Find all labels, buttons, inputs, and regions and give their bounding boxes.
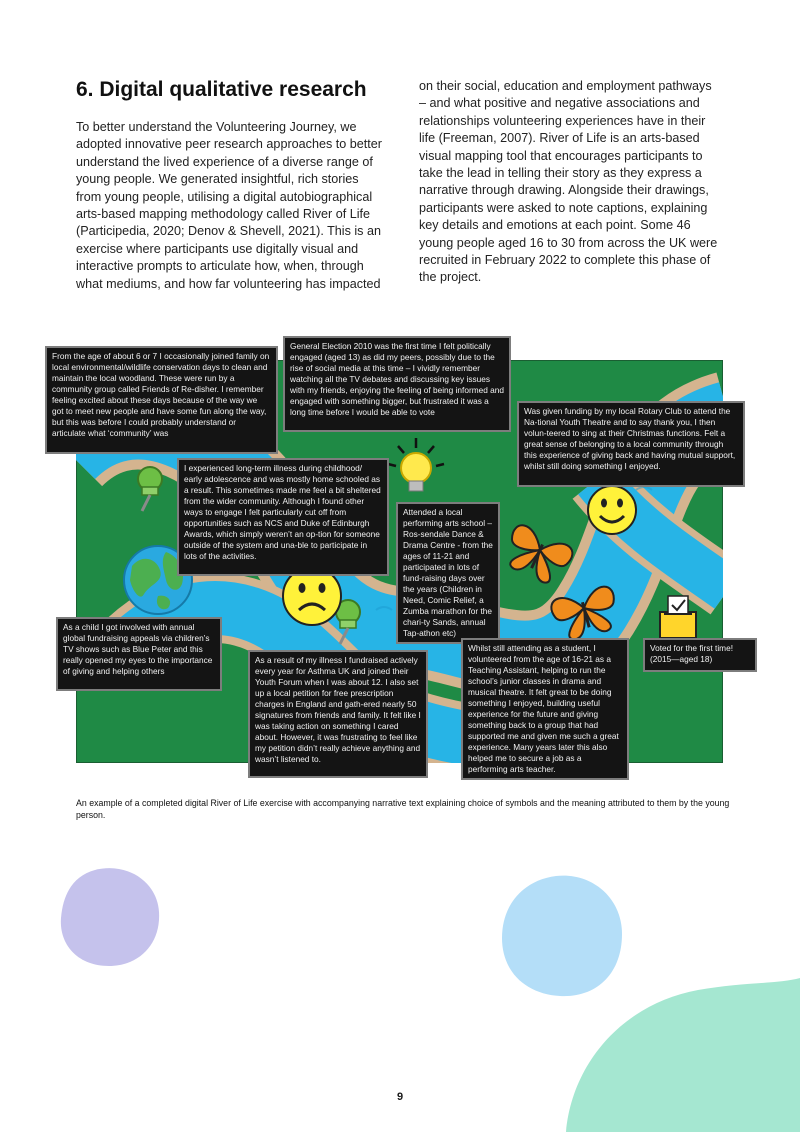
- caption-performing-arts-school: Attended a local performing arts school – Ros-sendale Dance & Drama Centre - from the ages of 11-21 and participated in lots of fund-raising days over the years (Children in Need, Comic Relief, a Zumba marathon for the chari-ty Sands, annual Tap-athon etc): [396, 502, 500, 644]
- caption-global-fundraising: As a child I got involved with annual global fundraising appeals via children’s TV shows such as Blue Peter and this really opened my eyes to the importance of giving and helping others: [56, 617, 222, 691]
- caption-rotary-club: Was given funding by my local Rotary Club to attend the Na-tional Youth Theatre and to say thank you, I then volun-teered to sing at their Christmas functions. Felt a great sense of belonging to a local community through this experience of giving back and having mutual support, whilst still doing something I enjoyed.: [517, 401, 745, 487]
- caption-asthma-uk: As a result of my illness I fundraised actively every year for Asthma UK and joined their Youth Forum when I was about 12. I also set up a local petition for free prescription charges in England and gath-ered nearly 50 signatures from friends and family. It felt like I was taking action on something I cared about. However, it was frustrating to feel like my petition didn’t really achieve anything and wasn’t listened to.: [248, 650, 428, 778]
- body-text-left-column: To better understand the Volunteering Journey, we adopted innovative peer research approaches to better understand the lived experience of a diverse range of young people. We generated insightful, rich stories from young people, utilising a digital autobiographical arts-based mapping methodology called River of Life (Participedia, 2020; Denov & Shevell, 2021). This is an exercise where participants use digitally visual and interactive prompts to articulate how, when, through what mediums, and how far volunteering has impacted: [76, 120, 382, 291]
- decorative-purple-blob: [55, 862, 165, 972]
- caption-general-election: General Election 2010 was the first time I felt politically engaged (aged 13) as did my peers, possibly due to the rise of social media at this time – I vividly remember watching all the TV debates and discussing key issues with my friends, enjoying the feeling of being informed and engaged with something bigger, but frustrated it was a long time before I would be able to vote: [283, 336, 511, 432]
- caption-teaching-assistant: Whilst still attending as a student, I volunteered from the age of 16-21 as a Teaching Assistant, helping to run the school’s junior classes in drama and musical theatre. It felt great to be doing something I enjoyed, building useful experience for the future and giving something back to a group that had supported me and given me such a great experience. Many years later this also helped me to secure a job as a performing arts teacher.: [461, 638, 629, 780]
- caption-voted-first-time: Voted for the first time! (2015—aged 18): [643, 638, 757, 672]
- figure-caption: An example of a completed digital River of Life exercise with accompanying narrative text explaining choice of symbols and the meaning attributed to them by the young person.: [76, 798, 730, 820]
- body-text-right-column: on their social, education and employment pathways – and what positive and negative associations and relationships volunteering experiences have in their life (Freeman, 2007). River of Life is an arts-based visual mapping tool that encourages participants to take the lead in telling their story as they express a narrative through drawing. Alongside their drawings, participants were asked to note captions, explaining key details and emotions at each point. Some 46 young people aged 16 to 30 from across the UK were recruited in February 2022 to complete this phase of the project.: [419, 79, 718, 285]
- section-title: 6. Digital qualitative research: [76, 78, 367, 101]
- decorative-green-blob: [566, 968, 800, 1132]
- page-number: 9: [396, 1091, 404, 1103]
- caption-long-term-illness: I experienced long-term illness during childhood/ early adolescence and was mostly home schooled as a result. This sometimes made me feel a bit sheltered from the wider community. Although I found other ways to engage I felt particularly cut off from opportunities such as NCS and Duke of Edinburgh Awards, which simply weren’t an op-tion for someone outside of the system and una-ble to participate in lots of the activities.: [177, 458, 389, 576]
- smiley-face-icon: [588, 486, 636, 534]
- caption-conservation: From the age of about 6 or 7 I occasionally joined family on local environmental/wildlife conservation days to clean and maintain the local woodland. These were run by a community group called Friends of Re-disher. I remember feeling excited about these days because of the way we got to meet new people and have some fun along the way, but this was before I could probably understand or articulate what ‘community’ was: [45, 346, 278, 454]
